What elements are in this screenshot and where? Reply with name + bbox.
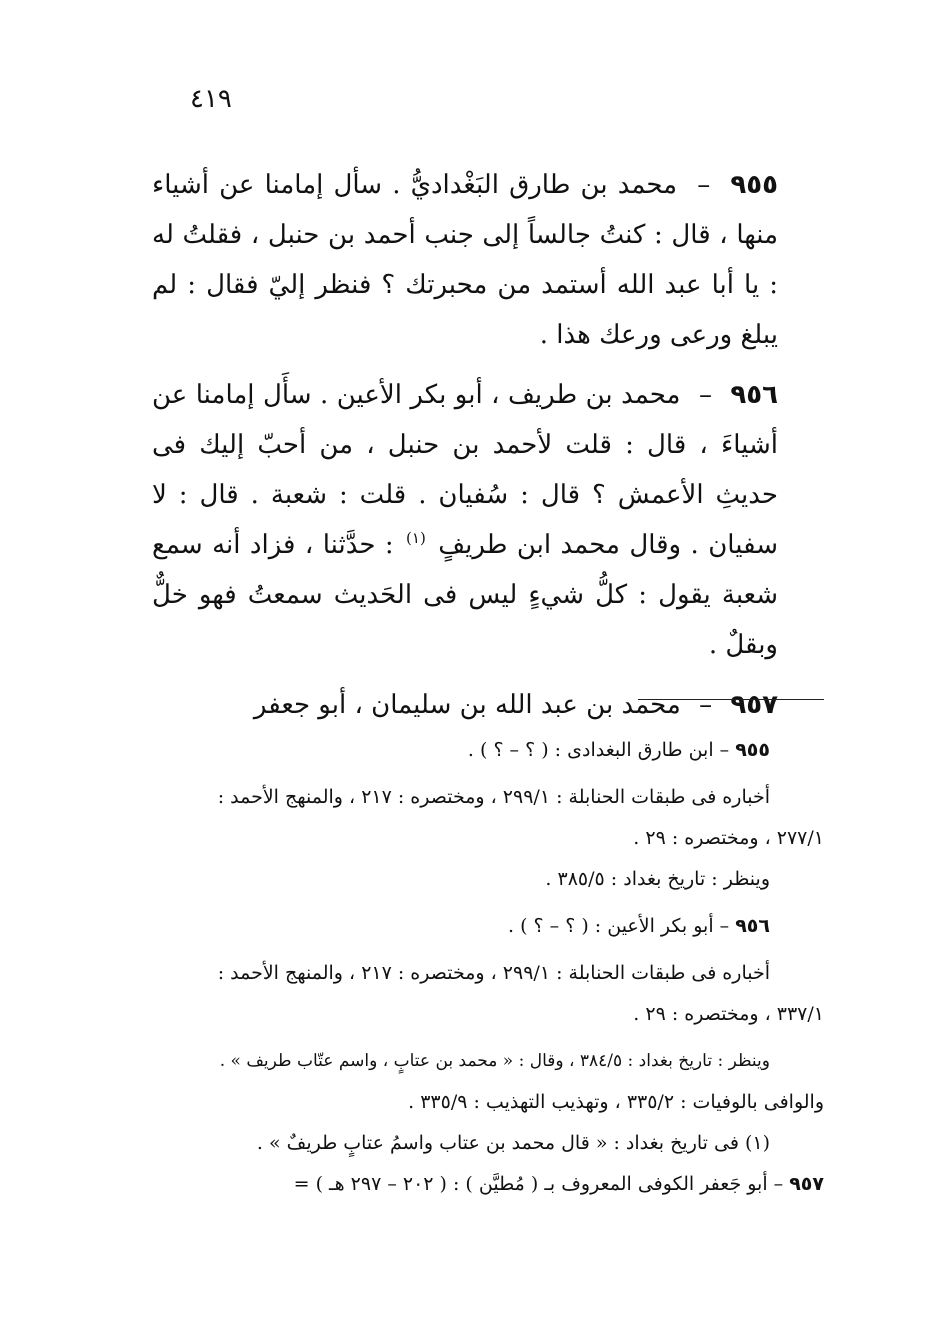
footnote-956-sources-cont: ٣٣٧/١ ، ومختصره : ٢٩ .: [633, 1003, 824, 1025]
footnote-956-see-also: وينظر : تاريخ بغداد : ٣٨٤/٥ ، وقال : « محمد بن عتابٍ ، واسم عتّاب طريف » .: [219, 1051, 770, 1071]
footnote-heading-text: – أبو بكر الأعين : ( ؟ – ؟ ) .: [508, 915, 730, 937]
entry-number: ٩٥٦: [730, 380, 778, 410]
entry-text-continued: : حدَّثنا ، فزاد أنه سمع شعبة يقول : كلُّ شيءٍ ليس فى الحَديث سمعتُ فهو خلٌّ وبقلٌ .: [152, 530, 778, 660]
footnotes: [150, 730, 824, 1205]
footnote-955-sources-cont: ٢٧٧/١ ، ومختصره : ٢٩ .: [633, 827, 824, 849]
footnote-entry-number: ٩٥٥: [735, 739, 770, 761]
footnote-heading-text: – أبو جَعفر الكوفى المعروف بـ ( مُطيَّن ) : ( ٢٠٢ – ٢٩٧ هـ ) =: [293, 1173, 784, 1195]
footnote-1: (١) فى تاريخ بغداد : « قال محمد بن عتاب واسمُ عتابٍ طريفٌ » .: [256, 1132, 770, 1154]
entry-number: ٩٥٥: [730, 170, 779, 200]
footnote-955-sources: أخباره فى طبقات الحنابلة : ٢٩٩/١ ، ومختصره : ٢١٧ ، والمنهج الأحمد :: [217, 786, 770, 808]
entry-text: محمد بن عبد الله بن سليمان ، أبو جعفر: [253, 690, 681, 720]
footnote-956-see-also-cont: والوافى بالوفيات : ٣٣٥/٢ ، وتهذيب التهذيب : ٣٣٥/٩ .: [408, 1091, 824, 1113]
entry-955: [152, 160, 778, 360]
entry-text: محمد بن طارق البَغْداديُّ . سأل إمامنا عن أشياء منها ، قال : كنتُ جالساً إلى جنب أحمد بن حنبل ، فقلتُ له : يا أبا عبد الله أستمد من محبرتك ؟ فنظر إليّ فقال : لم يبلغ ورعى ورعك هذا .: [152, 170, 778, 350]
entry-dash: –: [697, 170, 711, 200]
entry-dash: –: [698, 380, 712, 410]
footnote-956-sources: أخباره فى طبقات الحنابلة : ٢٩٩/١ ، ومختصره : ٢١٧ ، والمنهج الأحمد :: [217, 962, 770, 984]
entry-text: محمد بن طريف ، أبو بكر الأعين . سأَل إمامنا عن أشياءَ ، قال : قلت لأحمد بن حنبل ، من أحبّ إليك فى حديثِ الأعمش ؟ قال : سُفيان . قلت : شعبة . قال : لا سفيان . وقال محمد ابن طريفٍ: [152, 380, 779, 560]
entry-dash: –: [699, 690, 713, 720]
footnote-entry-number: ٩٥٧: [789, 1173, 824, 1195]
footnote-956-heading: [150, 906, 824, 947]
footnote-955-see-also: وينظر : تاريخ بغداد : ٣٨٥/٥ .: [545, 868, 770, 890]
entry-957: [152, 680, 778, 730]
footnote-separator: [638, 699, 824, 700]
footnote-heading-text: – ابن طارق البغدادى : ( ؟ – ؟ ) .: [467, 739, 730, 761]
page-number: ٤١٩: [190, 84, 232, 114]
footnote-entry-number: ٩٥٦: [735, 915, 770, 937]
entry-956: [152, 370, 778, 670]
footnote-955-heading: [150, 730, 824, 771]
footnote-reference[interactable]: (١): [406, 529, 426, 548]
main-text: [152, 160, 778, 740]
entry-number: ٩٥٧: [730, 690, 778, 720]
footnote-957-heading: [150, 1164, 824, 1205]
